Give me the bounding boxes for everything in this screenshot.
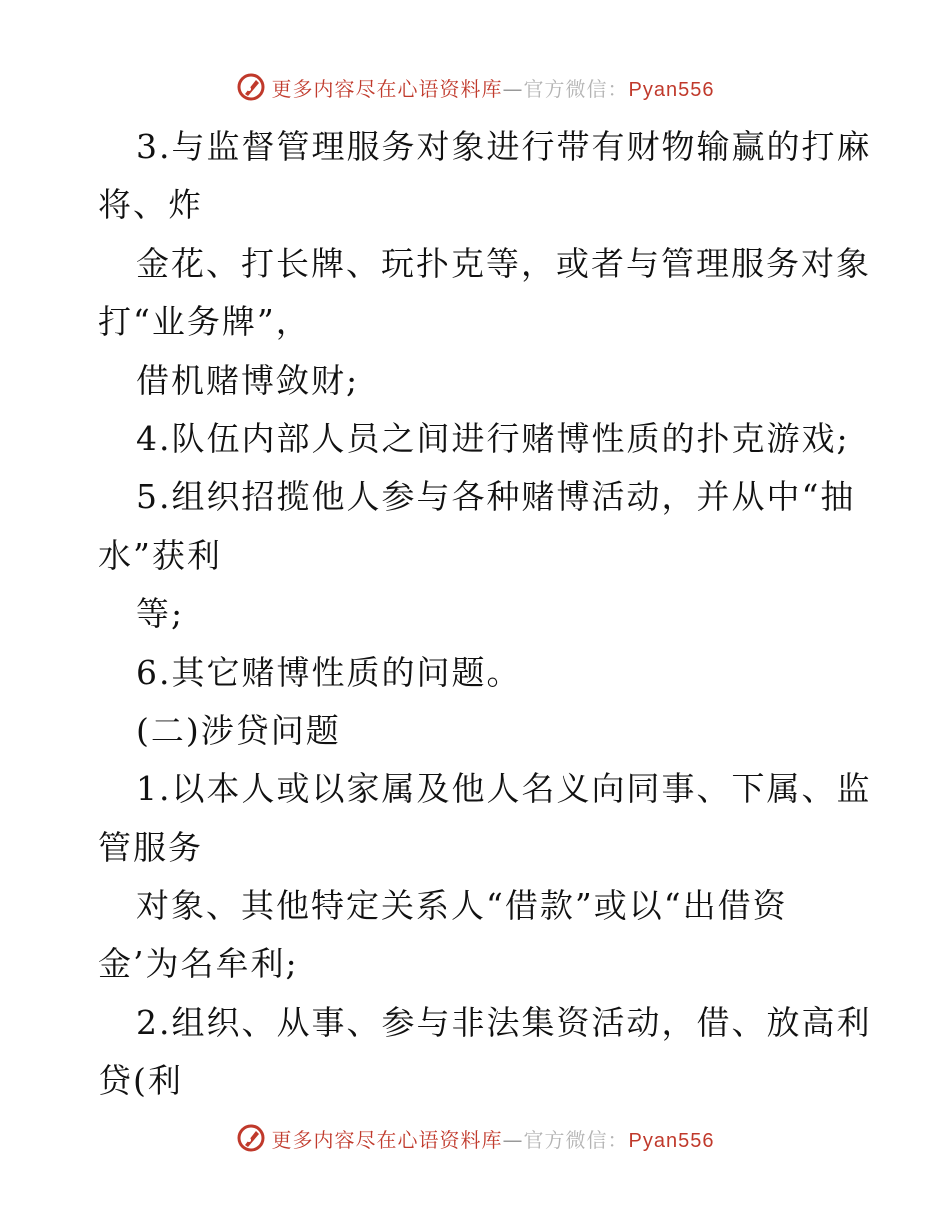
text-line: 4.队伍内部人员之间进行赌博性质的扑克游戏; [136, 418, 850, 458]
text-line: 对象、其他特定关系人“借款”或以“出借资 [136, 886, 788, 926]
text-line: 2.组织、从事、参与非法集资活动，借、放高利 [136, 1002, 872, 1042]
text-line: 6.其它赌博性质的问题。 [136, 652, 522, 692]
text-line: 等; [136, 594, 185, 634]
header-watermark [0, 72, 950, 102]
watermark-separator: — [502, 76, 524, 101]
text-line: 贷(利 [98, 1061, 183, 1101]
pen-nib-circle-logo [236, 72, 266, 102]
text-line: 5.组织招揽他人参与各种赌博活动，并从中“抽 [136, 477, 856, 517]
watermark-text [272, 73, 715, 102]
text-line: 1.以本人或以家属及他人名义向同事、下属、监 [136, 769, 872, 809]
watermark-wechat-id: Pyan556 [628, 78, 715, 101]
watermark-brand: 更多内容尽在心语资料库 [271, 76, 503, 101]
text-line: 管服务 [98, 827, 203, 867]
watermark-official: 官方微信： [523, 1127, 629, 1152]
text-line: 将、炸 [98, 185, 203, 225]
text-line: 借机赌博敛财; [136, 360, 360, 400]
watermark-text [272, 1124, 715, 1153]
text-line: 打“业务牌”， [98, 302, 311, 342]
text-line: 金’为名牟利; [98, 944, 299, 984]
text-line: 金花、打长牌、玩扑克等，或者与管理服务对象 [136, 243, 871, 283]
text-line: 3.与监督管理服务对象进行带有财物输赢的打麻 [136, 127, 872, 166]
text-line: 水”获利 [98, 535, 222, 575]
footer-watermark [0, 1123, 950, 1153]
watermark-brand: 更多内容尽在心语资料库 [271, 1127, 503, 1152]
section-heading: (二)涉贷问题 [136, 710, 341, 750]
watermark-separator: — [502, 1127, 524, 1152]
watermark-official: 官方微信： [523, 76, 629, 101]
pen-nib-circle-logo [236, 1123, 266, 1153]
watermark-wechat-id: Pyan556 [628, 1129, 715, 1152]
document-body [98, 118, 872, 1111]
